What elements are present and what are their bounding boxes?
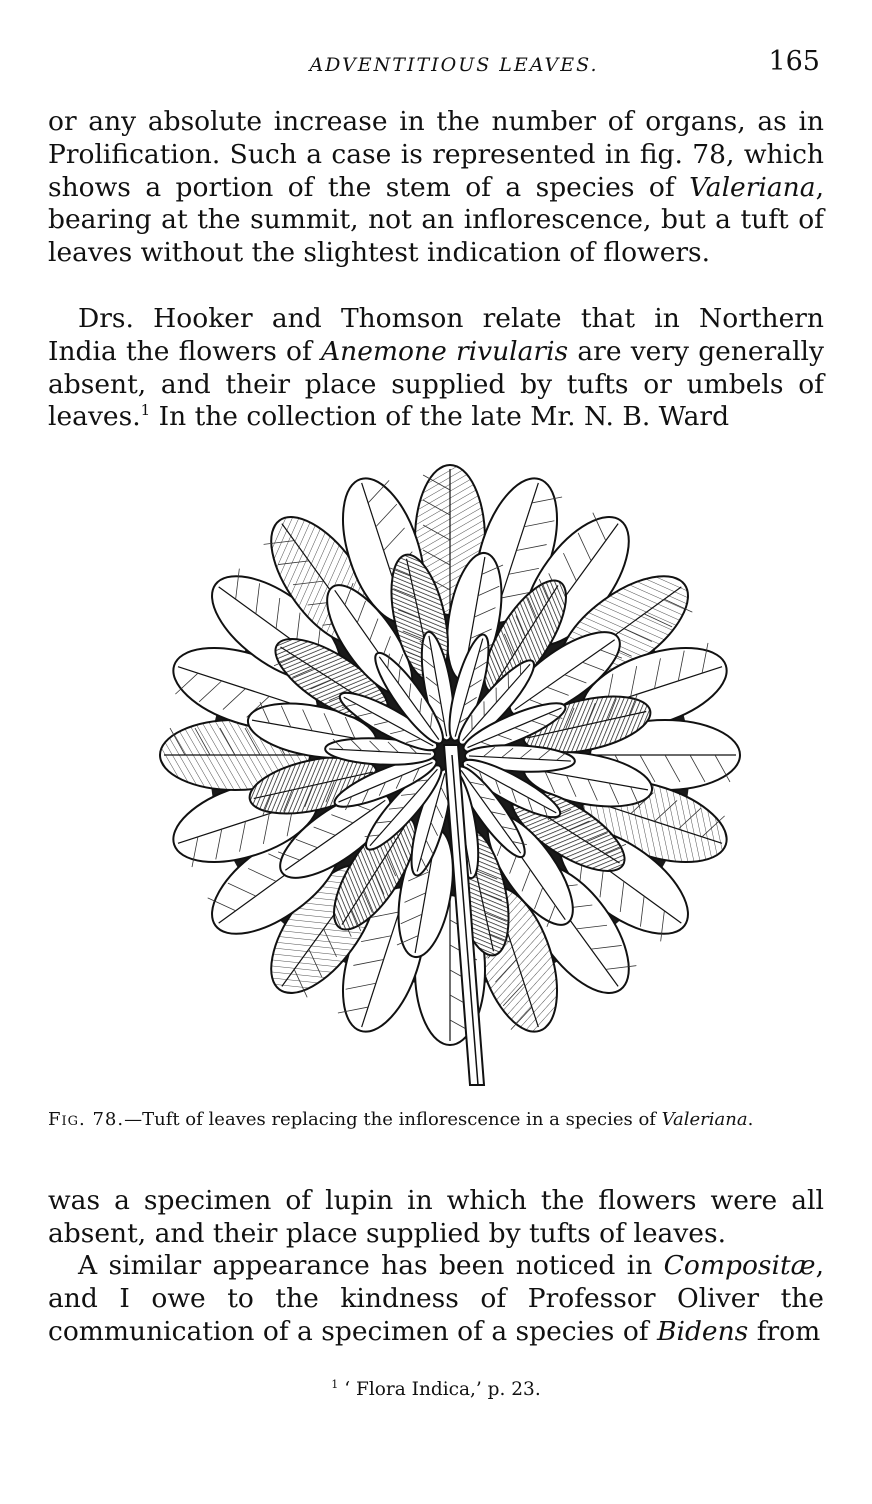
page-number: 165 <box>768 46 820 77</box>
figure-caption <box>48 1108 824 1132</box>
italic-term: Anemone rivularis <box>321 335 569 367</box>
text-run: , bearing at the summit, not an inflorescence, but a tuft of leaves without the slightest indication of flowers. <box>48 171 824 269</box>
italic-term: Compositæ <box>663 1250 816 1281</box>
paragraph-2 <box>48 303 824 434</box>
paragraph-3 <box>48 1185 824 1251</box>
caption-text: —Tuft of leaves replacing the inflorescence in a species of <box>124 1109 662 1130</box>
paragraph-1 <box>48 106 824 270</box>
paragraph-4 <box>48 1250 824 1348</box>
footnote-reference: 1 <box>140 401 151 420</box>
leaf-tuft-engraving <box>120 455 820 1090</box>
italic-term: Bidens <box>657 1315 749 1347</box>
text-run: are very generally absent, and their place supplied by tufts or umbels of leaves. <box>48 335 824 433</box>
caption-end: . <box>747 1109 754 1130</box>
figure-label: Fig. 78. <box>48 1109 125 1130</box>
running-title: ADVENTITIOUS LEAVES. <box>309 54 599 76</box>
text-run: Drs. Hooker and Thomson relate that in Northern India the flowers of <box>48 303 824 367</box>
caption-genus: Valeriana <box>661 1109 748 1130</box>
text-run: In the collection of the late Mr. N. B. Ward <box>150 401 730 433</box>
running-head <box>48 46 820 86</box>
text-run: or any absolute increase in the number of organs, as in Prolification. Such a case is represented in fig. 78, which shows a portion of the stem of a species of <box>48 106 824 203</box>
text-run: , and I owe to the kindness of Professor Oliver the communication of a specimen of a species of <box>48 1250 824 1347</box>
footnote <box>0 1378 872 1400</box>
footnote-text: ‘ Flora Indica,’ p. 23. <box>344 1379 541 1401</box>
italic-term: Valeriana <box>689 171 816 203</box>
footnote-marker: 1 <box>331 1378 339 1391</box>
text-run: from <box>748 1315 821 1347</box>
text-run: A similar appearance has been noticed in <box>78 1250 664 1281</box>
text-run: was a specimen of lupin in which the flowers were all absent, and their place supplied by tufts of leaves. <box>48 1185 824 1249</box>
figure-78-illustration <box>120 455 820 1090</box>
